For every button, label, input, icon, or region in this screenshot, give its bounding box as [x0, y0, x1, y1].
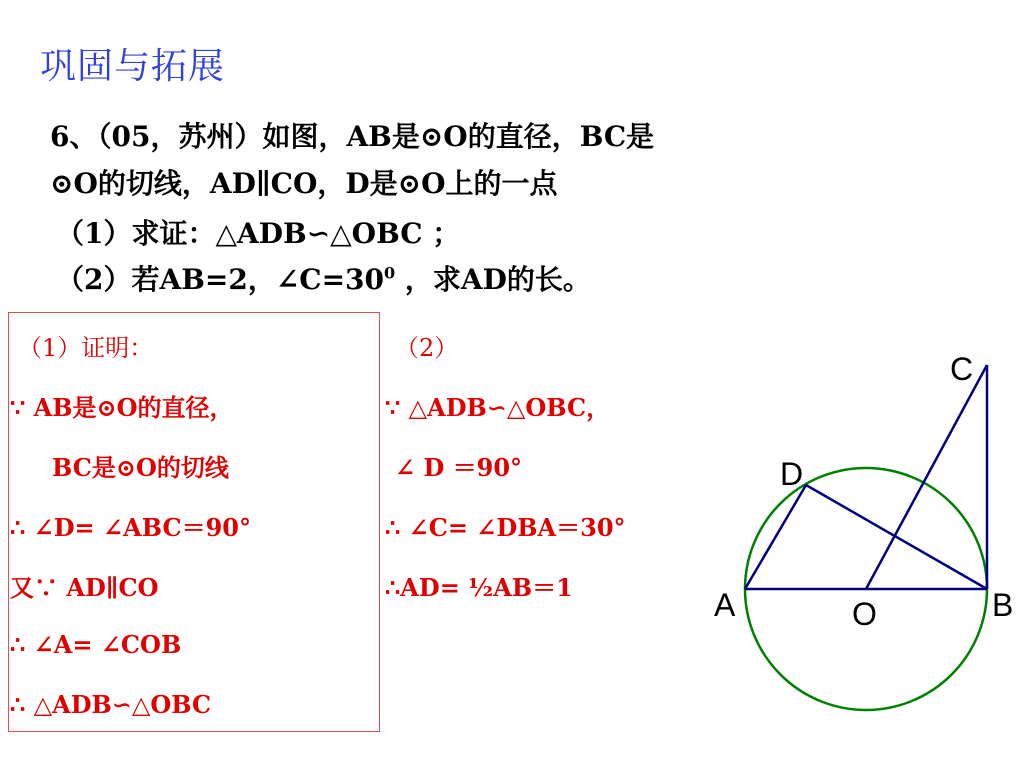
label-c: C — [950, 351, 974, 387]
problem-line-4 — [56, 258, 591, 298]
problem-line-4-text: （2）若AB=2，∠C=30 — [56, 263, 384, 296]
geometry-figure — [700, 340, 1024, 760]
label-b: B — [992, 587, 1014, 623]
proof1-line: ∴ ∠D= ∠ABC＝90° — [10, 513, 251, 542]
proof1-line: ∴ △ADB∽△OBC — [10, 690, 212, 719]
proof2-line: ∴AD= ½AB＝1 — [385, 573, 573, 602]
proof1-line: BC是⊙O的切线 — [52, 453, 229, 482]
problem-line-1: 6、（05，苏州）如图，AB是⊙O的直径，BC是 — [50, 120, 655, 153]
proof2-heading: （2） — [395, 334, 459, 362]
label-d: D — [780, 456, 804, 492]
proof1-line: ∵ AB是⊙O的直径， — [10, 393, 234, 422]
segment-db — [806, 485, 987, 589]
slide-title: 巩固与拓展 — [40, 46, 226, 87]
degree-superscript: 0 — [384, 263, 396, 283]
proof1-line: ∴ ∠A= ∠COB — [10, 630, 182, 659]
proof2-line: ∴ ∠C= ∠DBA＝30° — [385, 513, 626, 542]
problem-line-4-tail: ，求AD的长。 — [395, 263, 591, 296]
label-o: O — [852, 596, 877, 632]
problem-line-3: （1）求证：△ADB∽△OBC ； — [56, 217, 461, 250]
problem-line-2: ⊙O的切线，AD∥CO，D是⊙O上的一点 — [50, 167, 558, 200]
label-a: A — [714, 587, 736, 623]
proof2-line: ∵ △ADB∽△OBC， — [385, 393, 611, 422]
proof1-line: 又∵ AD∥CO — [10, 573, 159, 602]
proof2-line: ∠ D ＝90° — [395, 453, 523, 482]
segment-ad — [745, 485, 806, 589]
proof1-heading: （1）证明： — [18, 334, 154, 362]
